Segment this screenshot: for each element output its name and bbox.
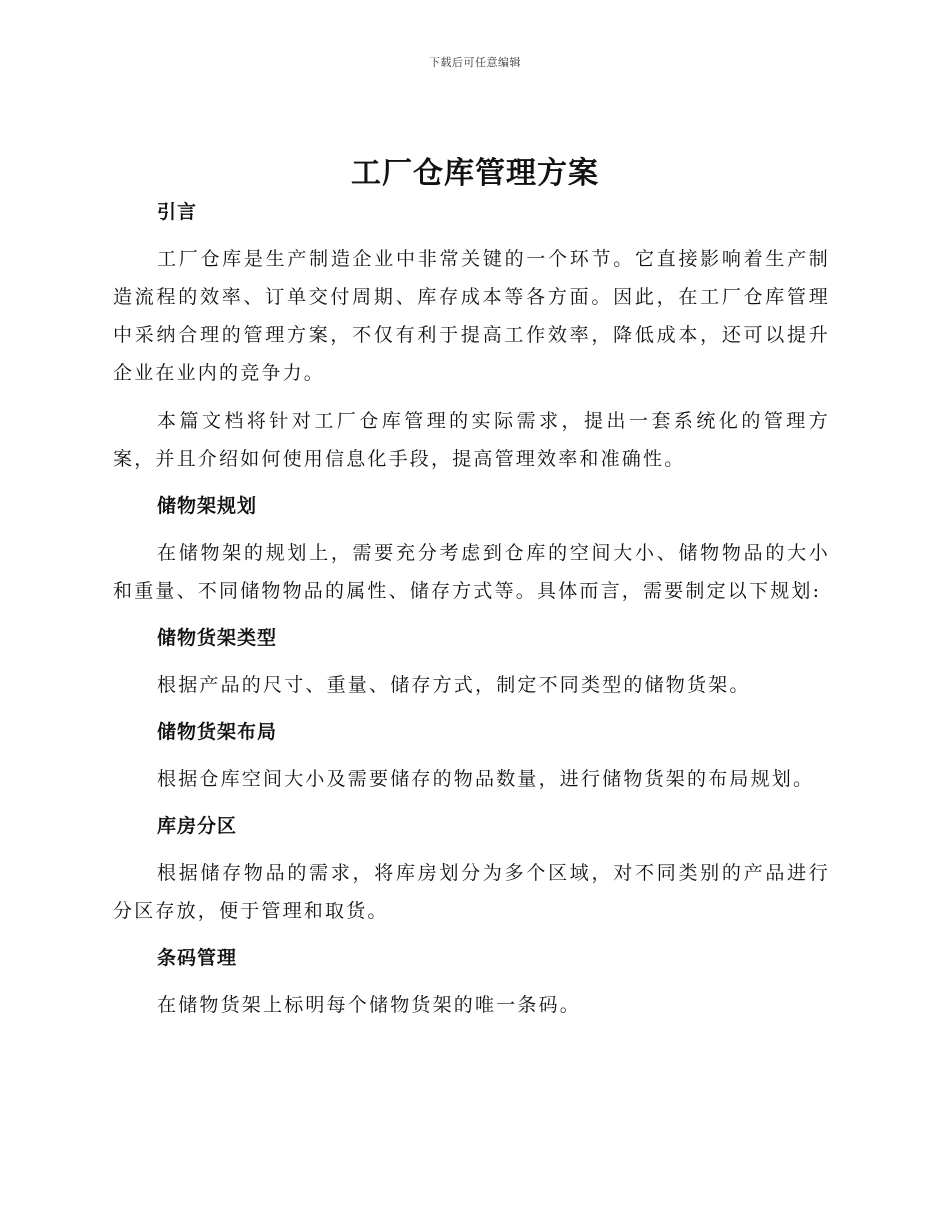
section-paragraph: 在储物架的规划上，需要充分考虑到仓库的空间大小、储物物品的大小和重量、不同储物物品的属性、储存方式等。具体而言，需要制定以下规划: xyxy=(113,542,830,602)
document-title: 工厂仓库管理方案 xyxy=(351,156,599,191)
section-heading-shelf-types: 储物货架类型 xyxy=(157,627,278,649)
section-heading-barcode-management: 条码管理 xyxy=(157,947,238,969)
section-heading-intro: 引言 xyxy=(157,201,198,223)
section-heading-shelf-planning: 储物架规划 xyxy=(157,495,258,517)
header-note: 下载后可任意编辑 xyxy=(429,56,521,69)
section-heading-shelf-layout: 储物货架布局 xyxy=(157,721,278,743)
section-heading-warehouse-zoning: 库房分区 xyxy=(157,815,238,837)
section-paragraph: 在储物货架上标明每个储物货架的唯一条码。 xyxy=(157,994,582,1016)
section-paragraph: 根据仓库空间大小及需要储存的物品数量，进行储物货架的布局规划。 xyxy=(157,768,815,790)
document-body xyxy=(113,194,830,1024)
section-paragraph: 工厂仓库是生产制造企业中非常关键的一个环节。它直接影响着生产制造流程的效率、订单交付周期、库存成本等各方面。因此，在工厂仓库管理中采纳合理的管理方案，不仅有利于提高工作效率，降低成本，还可以提升企业在业内的竞争力。 xyxy=(113,248,830,384)
section-paragraph: 本篇文档将针对工厂仓库管理的实际需求，提出一套系统化的管理方案，并且介绍如何使用信息化手段，提高管理效率和准确性。 xyxy=(113,410,830,470)
section-paragraph: 根据储存物品的需求，将库房划分为多个区域，对不同类别的产品进行分区存放，便于管理和取货。 xyxy=(113,862,830,922)
section-paragraph: 根据产品的尺寸、重量、储存方式，制定不同类型的储物货架。 xyxy=(157,674,751,696)
